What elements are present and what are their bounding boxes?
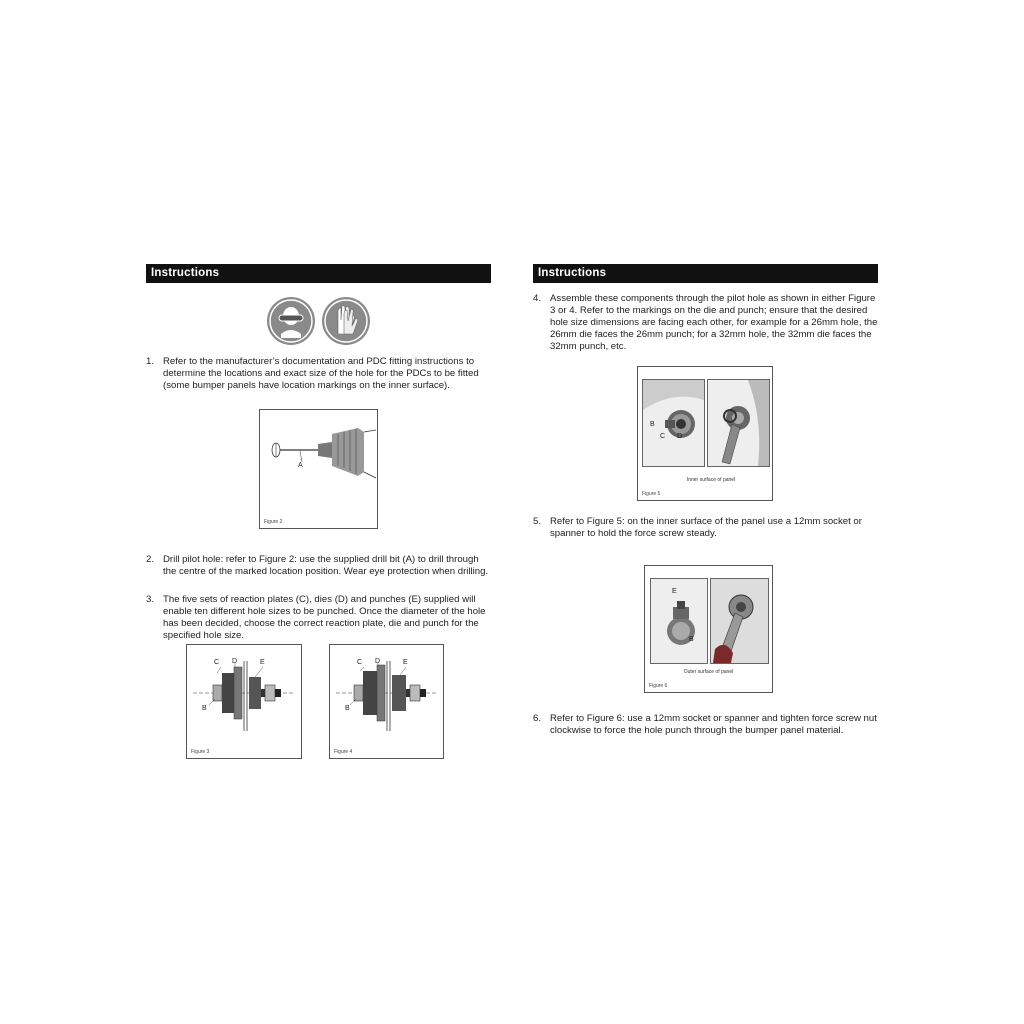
- step-4: [533, 293, 878, 353]
- figure-6-caption: Figure 6: [649, 683, 668, 689]
- left-column: [146, 264, 491, 283]
- figure-5-photo-right: [707, 379, 770, 467]
- step-3: [146, 594, 491, 642]
- figure-4-label-c: C: [357, 659, 363, 666]
- step-6: [533, 713, 878, 737]
- figure-3-caption: Figure 3: [191, 749, 210, 755]
- left-header: Instructions: [146, 264, 491, 283]
- step-5-number: 5.: [533, 516, 542, 527]
- figure-4: [329, 644, 444, 759]
- punch-assembly-illustration: [330, 645, 443, 745]
- figure-3-label-b: B: [202, 705, 207, 712]
- figure-5-label-b: B: [650, 421, 655, 428]
- step-3-text: The five sets of reaction plates (C), dies (D) and punches (E) supplied will enable ten different hole sizes to be punched. Once the diameter of the hole has been decided, choose the correct reaction plate, die and punch for the specified hole size.: [163, 594, 486, 642]
- figure-5: [637, 366, 773, 501]
- step-6-number: 6.: [533, 713, 542, 724]
- figure-4-label-e: E: [403, 659, 408, 666]
- step-4-text: Assemble these components through the pilot hole as shown in either Figure 3 or 4. Refer to the markings on the die and punch; ensure that the desired hole size dimensions are facing each other, for example for a 26mm hole, the 26mm die faces the 26mm punch; for a 32mm hole, the 32mm die faces the 32mm punch, etc.: [550, 293, 878, 353]
- figure-3-label-d: D: [232, 658, 238, 665]
- figure-3-label-e: E: [260, 659, 265, 666]
- figure-3: [186, 644, 302, 759]
- figure-6-subcaption: Outer surface of panel: [683, 669, 734, 675]
- figure-2-label-a: A: [298, 462, 303, 469]
- figure-3-label-c: C: [214, 659, 220, 666]
- step-2-text: Drill pilot hole: refer to Figure 2: use the supplied drill bit (A) to drill through the centre of the marked location position. Wear eye protection when drilling.: [163, 554, 489, 578]
- figure-6: [644, 565, 773, 693]
- safety-icons: [266, 296, 372, 346]
- gloves-icon: [322, 297, 370, 345]
- figure-2: [259, 409, 378, 529]
- step-4-number: 4.: [533, 293, 542, 304]
- right-column: [533, 264, 878, 283]
- figure-5-caption: Figure 5: [642, 491, 661, 497]
- step-3-number: 3.: [146, 594, 155, 605]
- figure-6-label-e: E: [672, 588, 677, 595]
- step-6-text: Refer to Figure 6: use a 12mm socket or spanner and tighten force screw nut clockwise to force the hole punch through the bumper panel material.: [550, 713, 877, 737]
- step-5-text: Refer to Figure 5: on the inner surface of the panel use a 12mm socket or spanner to hold the force screw steady.: [550, 516, 862, 540]
- figure-2-caption: Figure 2: [264, 519, 283, 525]
- figure-4-label-b: B: [345, 705, 350, 712]
- figure-6-photo-left: [650, 578, 708, 664]
- figure-5-subcaption: Inner surface of panel: [686, 477, 736, 483]
- figure-6-label-b: B: [689, 636, 694, 643]
- step-1-number: 1.: [146, 356, 155, 367]
- step-2: [146, 554, 491, 578]
- punch-assembly-illustration: [187, 645, 301, 745]
- step-1-text: Refer to the manufacturer’s documentation and PDC fitting instructions to determine the locations and exact size of the hole for the PDCs to be fitted (some bumper panels have location markings on the inner surface).: [163, 356, 479, 392]
- step-1: [146, 356, 491, 392]
- drill-illustration: [260, 410, 377, 510]
- figure-4-label-d: D: [375, 658, 381, 665]
- figure-5-label-c: C: [660, 433, 666, 440]
- step-5: [533, 516, 878, 540]
- figure-5-label-d: D: [677, 433, 683, 440]
- step-2-number: 2.: [146, 554, 155, 565]
- figure-4-caption: Figure 4: [334, 749, 353, 755]
- figure-6-photo-right: [710, 578, 769, 664]
- right-header: Instructions: [533, 264, 878, 283]
- eye-protection-icon: [267, 297, 315, 345]
